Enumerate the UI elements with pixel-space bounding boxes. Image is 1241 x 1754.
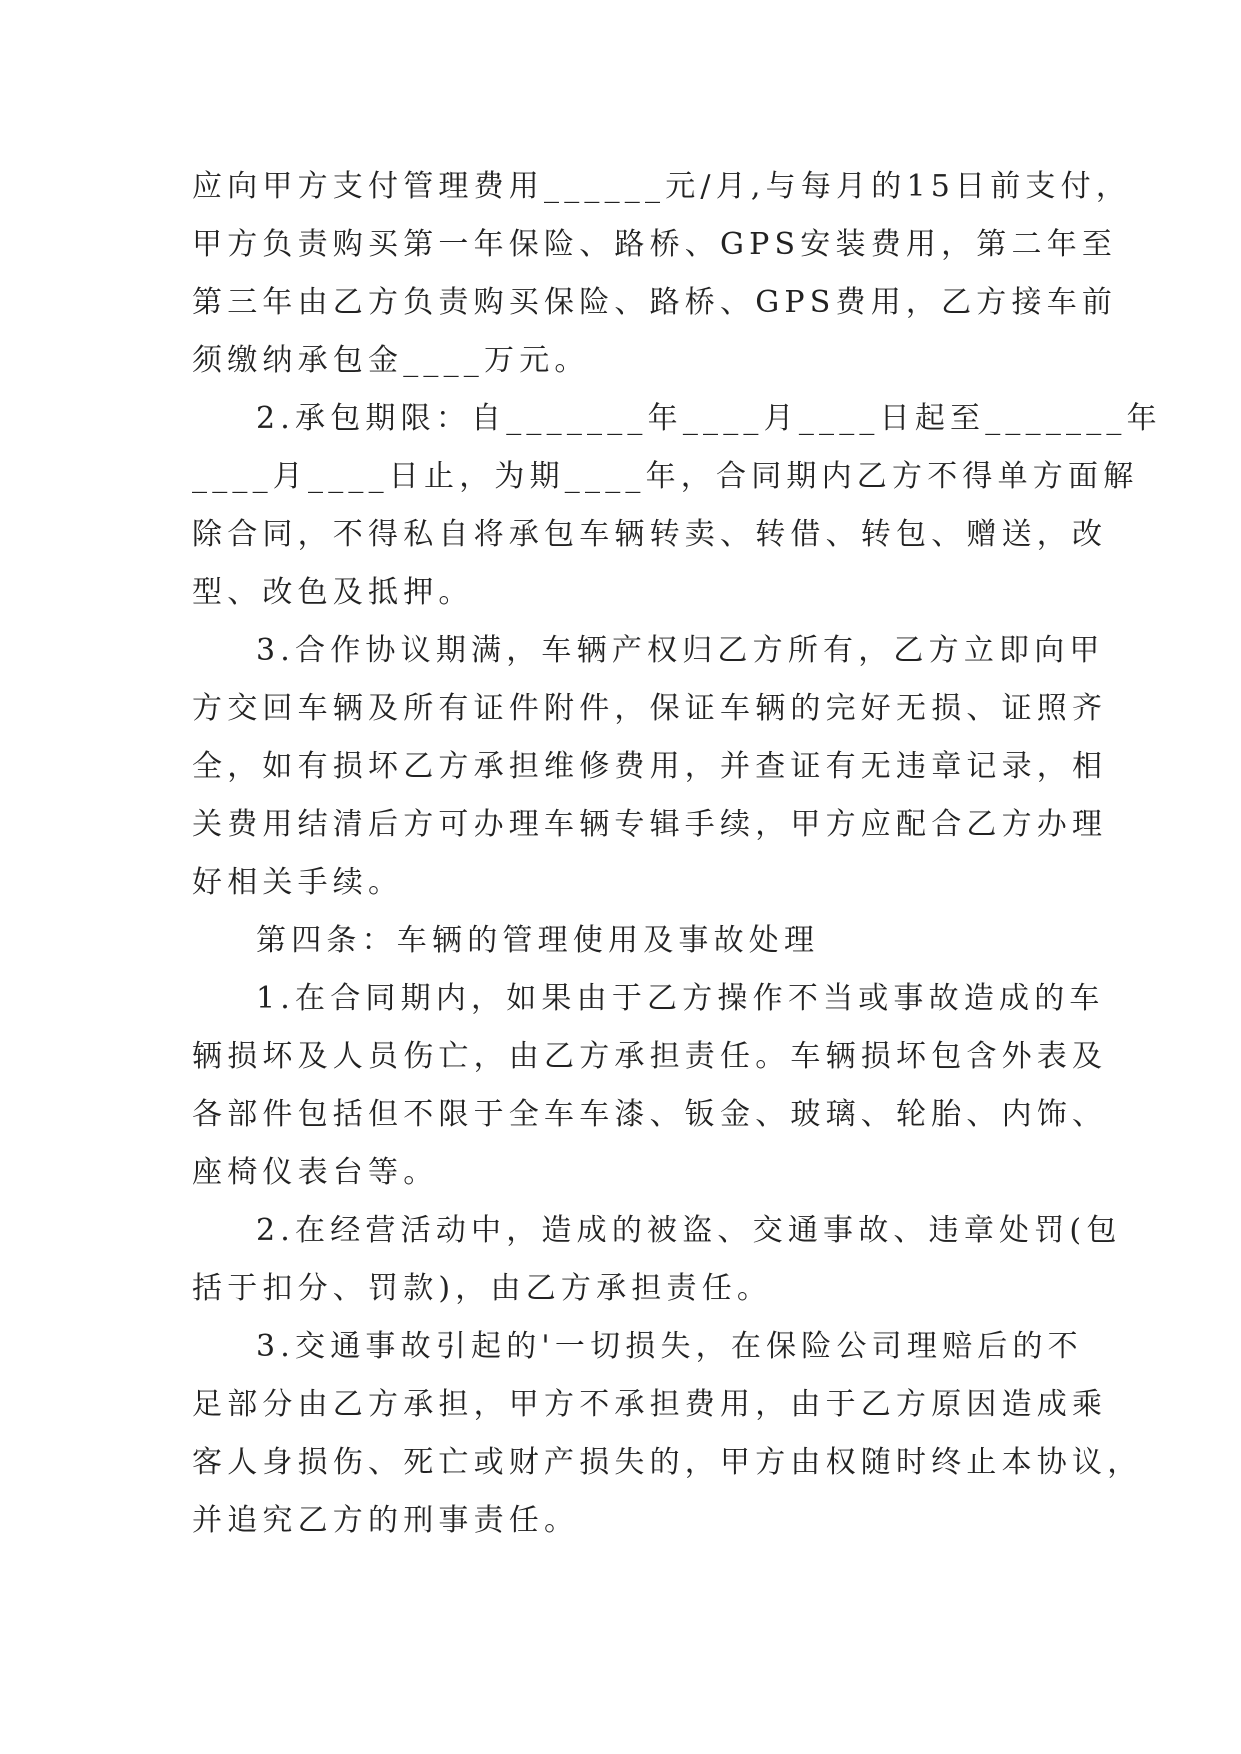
text-line: ____月____日止，为期____年，合同期内乙方不得单方面解 <box>192 459 1139 494</box>
text-line: 方交回车辆及所有证件附件，保证车辆的完好无损、证照齐 <box>192 691 1108 726</box>
text-line: 3.交通事故引起的'一切损失，在保险公司理赔后的不 <box>256 1329 1083 1364</box>
text-line: 全，如有损坏乙方承担维修费用，并查证有无违章记录，相 <box>192 749 1108 784</box>
text-line: 甲方负责购买第一年保险、路桥、GPS安装费用，第二年至 <box>192 227 1118 262</box>
text-line: 并追究乙方的刑事责任。 <box>192 1503 580 1538</box>
text-line: 关费用结清后方可办理车辆专辑手续，甲方应配合乙方办理 <box>192 807 1108 842</box>
text-line: 3.合作协议期满，车辆产权归乙方所有，乙方立即向甲 <box>256 633 1105 668</box>
text-line: 好相关手续。 <box>192 865 404 900</box>
text-line: 第四条：车辆的管理使用及事故处理 <box>256 923 820 958</box>
text-line: 型、改色及抵押。 <box>192 575 474 610</box>
text-line: 应向甲方支付管理费用______元/月,与每月的15日前支付， <box>192 169 1132 204</box>
text-line: 2.在经营活动中，造成的被盗、交通事故、违章处罚(包 <box>256 1213 1122 1248</box>
text-line: 客人身损伤、死亡或财产损失的，甲方由权随时终止本协议， <box>192 1445 1143 1480</box>
text-line: 各部件包括但不限于全车车漆、钣金、玻璃、轮胎、内饰、 <box>192 1097 1108 1132</box>
text-line: 1.在合同期内，如果由于乙方操作不当或事故造成的车 <box>256 981 1105 1016</box>
text-line: 2.承包期限：自_______年____月____日起至_______年 <box>256 401 1162 436</box>
text-line: 须缴纳承包金____万元。 <box>192 343 590 378</box>
document-body <box>192 158 1162 1550</box>
text-line: 辆损坏及人员伤亡，由乙方承担责任。车辆损坏包含外表及 <box>192 1039 1108 1074</box>
text-line: 第三年由乙方负责购买保险、路桥、GPS费用，乙方接车前 <box>192 285 1118 320</box>
text-line: 座椅仪表台等。 <box>192 1155 439 1190</box>
text-line: 除合同，不得私自将承包车辆转卖、转借、转包、赠送，改 <box>192 517 1108 552</box>
text-line: 足部分由乙方承担，甲方不承担费用，由于乙方原因造成乘 <box>192 1387 1108 1422</box>
text-line: 括于扣分、罚款)，由乙方承担责任。 <box>192 1271 773 1306</box>
